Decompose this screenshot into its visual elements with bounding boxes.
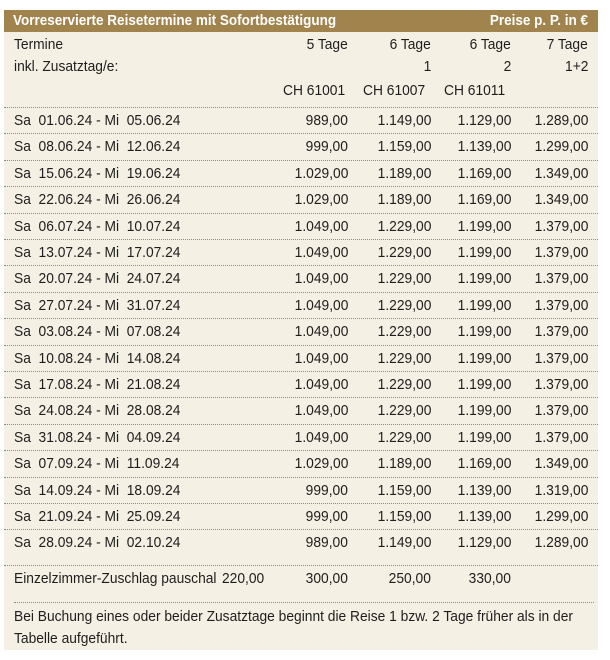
table-row [4, 424, 598, 450]
date-cell: Sa 08.06.24 - Mi 12.06.24 [14, 138, 181, 156]
single-room-label: Einzelzimmer-Zuschlag pauschal [14, 570, 217, 587]
header-row-duration [4, 34, 598, 56]
price-6-tage-2: 1.199,00 [457, 217, 511, 235]
price-7-tage: 1.379,00 [534, 270, 588, 288]
date-cell: Sa 24.08.24 - Mi 28.08.24 [14, 402, 181, 420]
tour-code-2: CH 61007 [363, 82, 426, 99]
table-title: Vorreservierte Reisetermine mit Sofortbestätigung [13, 12, 337, 29]
table-row [4, 107, 598, 133]
header-extra-days-label: inkl. Zusatztag/e: [14, 58, 119, 75]
price-6-tage-1: 1.229,00 [377, 296, 431, 314]
price-7-tage: 1.299,00 [534, 138, 588, 156]
header-termine: Termine [14, 36, 64, 53]
date-cell: Sa 01.06.24 - Mi 05.06.24 [14, 112, 181, 129]
header-extra-col3: 2 [503, 58, 511, 75]
price-5-tage: 1.049,00 [294, 244, 348, 261]
date-cell: Sa 31.08.24 - Mi 04.09.24 [14, 428, 181, 446]
price-7-tage: 1.379,00 [534, 402, 588, 420]
single-room-col2: 250,00 [388, 570, 431, 587]
price-6-tage-2: 1.139,00 [457, 481, 511, 499]
date-cell: Sa 14.09.24 - Mi 18.09.24 [14, 481, 181, 499]
date-cell: Sa 17.08.24 - Mi 21.08.24 [14, 376, 181, 393]
price-5-tage: 1.049,00 [294, 296, 348, 314]
price-5-tage: 989,00 [305, 112, 348, 129]
price-5-tage: 1.049,00 [294, 217, 348, 235]
price-7-tage: 1.379,00 [534, 376, 588, 393]
price-6-tage-1: 1.159,00 [377, 138, 431, 156]
date-cell: Sa 15.06.24 - Mi 19.06.24 [14, 164, 181, 182]
price-6-tage-2: 1.199,00 [457, 244, 511, 261]
header-col1: 5 Tage [306, 36, 348, 53]
price-7-tage: 1.349,00 [534, 164, 588, 182]
table-row [4, 450, 598, 476]
price-7-tage: 1.319,00 [534, 481, 588, 499]
price-6-tage-1: 1.229,00 [377, 402, 431, 420]
price-5-tage: 1.029,00 [294, 455, 348, 473]
header-col2: 6 Tage [389, 36, 431, 53]
price-7-tage: 1.299,00 [534, 508, 588, 525]
table-row [4, 397, 598, 423]
title-bar [4, 10, 598, 32]
date-cell: Sa 27.07.24 - Mi 31.07.24 [14, 296, 181, 314]
table-row [4, 213, 598, 239]
price-6-tage-2: 1.129,00 [457, 112, 511, 129]
header-col4: 7 Tage [546, 36, 588, 53]
price-6-tage-1: 1.159,00 [377, 508, 431, 525]
table-row [4, 345, 598, 371]
price-6-tage-2: 1.169,00 [457, 191, 511, 209]
table-row [4, 239, 598, 265]
price-5-tage: 999,00 [305, 138, 348, 156]
price-6-tage-2: 1.139,00 [457, 508, 511, 525]
date-cell: Sa 13.07.24 - Mi 17.07.24 [14, 244, 181, 261]
price-6-tage-1: 1.229,00 [377, 244, 431, 261]
price-5-tage: 1.029,00 [294, 164, 348, 182]
price-6-tage-1: 1.149,00 [377, 534, 431, 552]
price-6-tage-2: 1.199,00 [457, 296, 511, 314]
price-6-tage-1: 1.229,00 [377, 270, 431, 288]
date-cell: Sa 07.09.24 - Mi 11.09.24 [14, 455, 180, 473]
table-row [4, 503, 598, 529]
date-cell: Sa 21.09.24 - Mi 25.09.24 [14, 508, 181, 525]
price-5-tage: 989,00 [305, 534, 348, 552]
price-5-tage: 1.049,00 [294, 428, 348, 446]
price-7-tage: 1.379,00 [534, 296, 588, 314]
price-6-tage-1: 1.229,00 [377, 349, 431, 367]
price-7-tage: 1.379,00 [534, 349, 588, 367]
table-row [4, 265, 598, 291]
price-6-tage-2: 1.139,00 [457, 138, 511, 156]
table-row [4, 133, 598, 159]
single-room-base: 220,00 [222, 570, 265, 587]
price-7-tage: 1.379,00 [534, 323, 588, 341]
price-7-tage: 1.289,00 [534, 112, 588, 129]
price-7-tage: 1.349,00 [534, 191, 588, 209]
date-cell: Sa 06.07.24 - Mi 10.07.24 [14, 217, 181, 235]
tour-code-1: CH 61001 [283, 82, 346, 99]
price-6-tage-1: 1.229,00 [377, 376, 431, 393]
price-7-tage: 1.349,00 [534, 455, 588, 473]
tour-code-3: CH 61011 [444, 82, 506, 99]
table-row [4, 371, 598, 397]
price-6-tage-2: 1.199,00 [457, 349, 511, 367]
table-row [4, 318, 598, 344]
price-7-tage: 1.379,00 [534, 217, 588, 235]
price-unit-label: Preise p. P. in € [489, 12, 588, 29]
price-6-tage-1: 1.229,00 [377, 217, 431, 235]
single-room-col1: 300,00 [305, 570, 348, 587]
header-extra-col4: 1+2 [564, 58, 588, 75]
table-row [4, 160, 598, 186]
price-5-tage: 1.029,00 [294, 191, 348, 209]
price-7-tage: 1.379,00 [534, 244, 588, 261]
header-extra-col2: 1 [423, 58, 431, 75]
price-6-tage-2: 1.199,00 [457, 270, 511, 288]
price-6-tage-1: 1.189,00 [377, 164, 431, 182]
date-cell: Sa 10.08.24 - Mi 14.08.24 [14, 349, 181, 367]
price-6-tage-2: 1.199,00 [457, 428, 511, 446]
price-6-tage-1: 1.189,00 [377, 455, 431, 473]
table-row [4, 477, 598, 503]
table-row [4, 529, 598, 555]
price-6-tage-2: 1.199,00 [457, 323, 511, 341]
price-6-tage-1: 1.189,00 [377, 191, 431, 209]
footnote [14, 602, 594, 650]
price-5-tage: 999,00 [305, 508, 348, 525]
date-cell: Sa 28.09.24 - Mi 02.10.24 [14, 534, 181, 552]
header-row-extra-days [4, 56, 598, 78]
price-7-tage: 1.289,00 [534, 534, 588, 552]
price-5-tage: 1.049,00 [294, 349, 348, 367]
single-room-col3: 330,00 [468, 570, 511, 587]
price-7-tage: 1.379,00 [534, 428, 588, 446]
price-5-tage: 1.049,00 [294, 402, 348, 420]
price-5-tage: 999,00 [305, 481, 348, 499]
price-5-tage: 1.049,00 [294, 270, 348, 288]
price-6-tage-2: 1.199,00 [457, 376, 511, 393]
price-5-tage: 1.049,00 [294, 376, 348, 393]
single-room-row [4, 565, 598, 591]
price-6-tage-1: 1.229,00 [377, 428, 431, 446]
date-cell: Sa 20.07.24 - Mi 24.07.24 [14, 270, 181, 288]
price-6-tage-2: 1.129,00 [457, 534, 511, 552]
header-col3: 6 Tage [469, 36, 511, 53]
price-6-tage-1: 1.149,00 [377, 112, 431, 129]
price-6-tage-1: 1.159,00 [377, 481, 431, 499]
date-cell: Sa 22.06.24 - Mi 26.06.24 [14, 191, 181, 209]
price-6-tage-1: 1.229,00 [377, 323, 431, 341]
date-cell: Sa 03.08.24 - Mi 07.08.24 [14, 323, 181, 341]
price-table-panel [4, 10, 598, 650]
table-row [4, 186, 598, 212]
header-row-codes [4, 80, 598, 102]
price-6-tage-2: 1.199,00 [457, 402, 511, 420]
footnote-text: Bei Buchung eines oder beider Zusatztage beginnt die Reise 1 bzw. 2 Tage früher als in der Tabelle aufgeführt. [14, 608, 574, 647]
table-row [4, 292, 598, 318]
price-6-tage-2: 1.169,00 [457, 455, 511, 473]
price-6-tage-2: 1.169,00 [457, 164, 511, 182]
price-5-tage: 1.049,00 [294, 323, 348, 341]
